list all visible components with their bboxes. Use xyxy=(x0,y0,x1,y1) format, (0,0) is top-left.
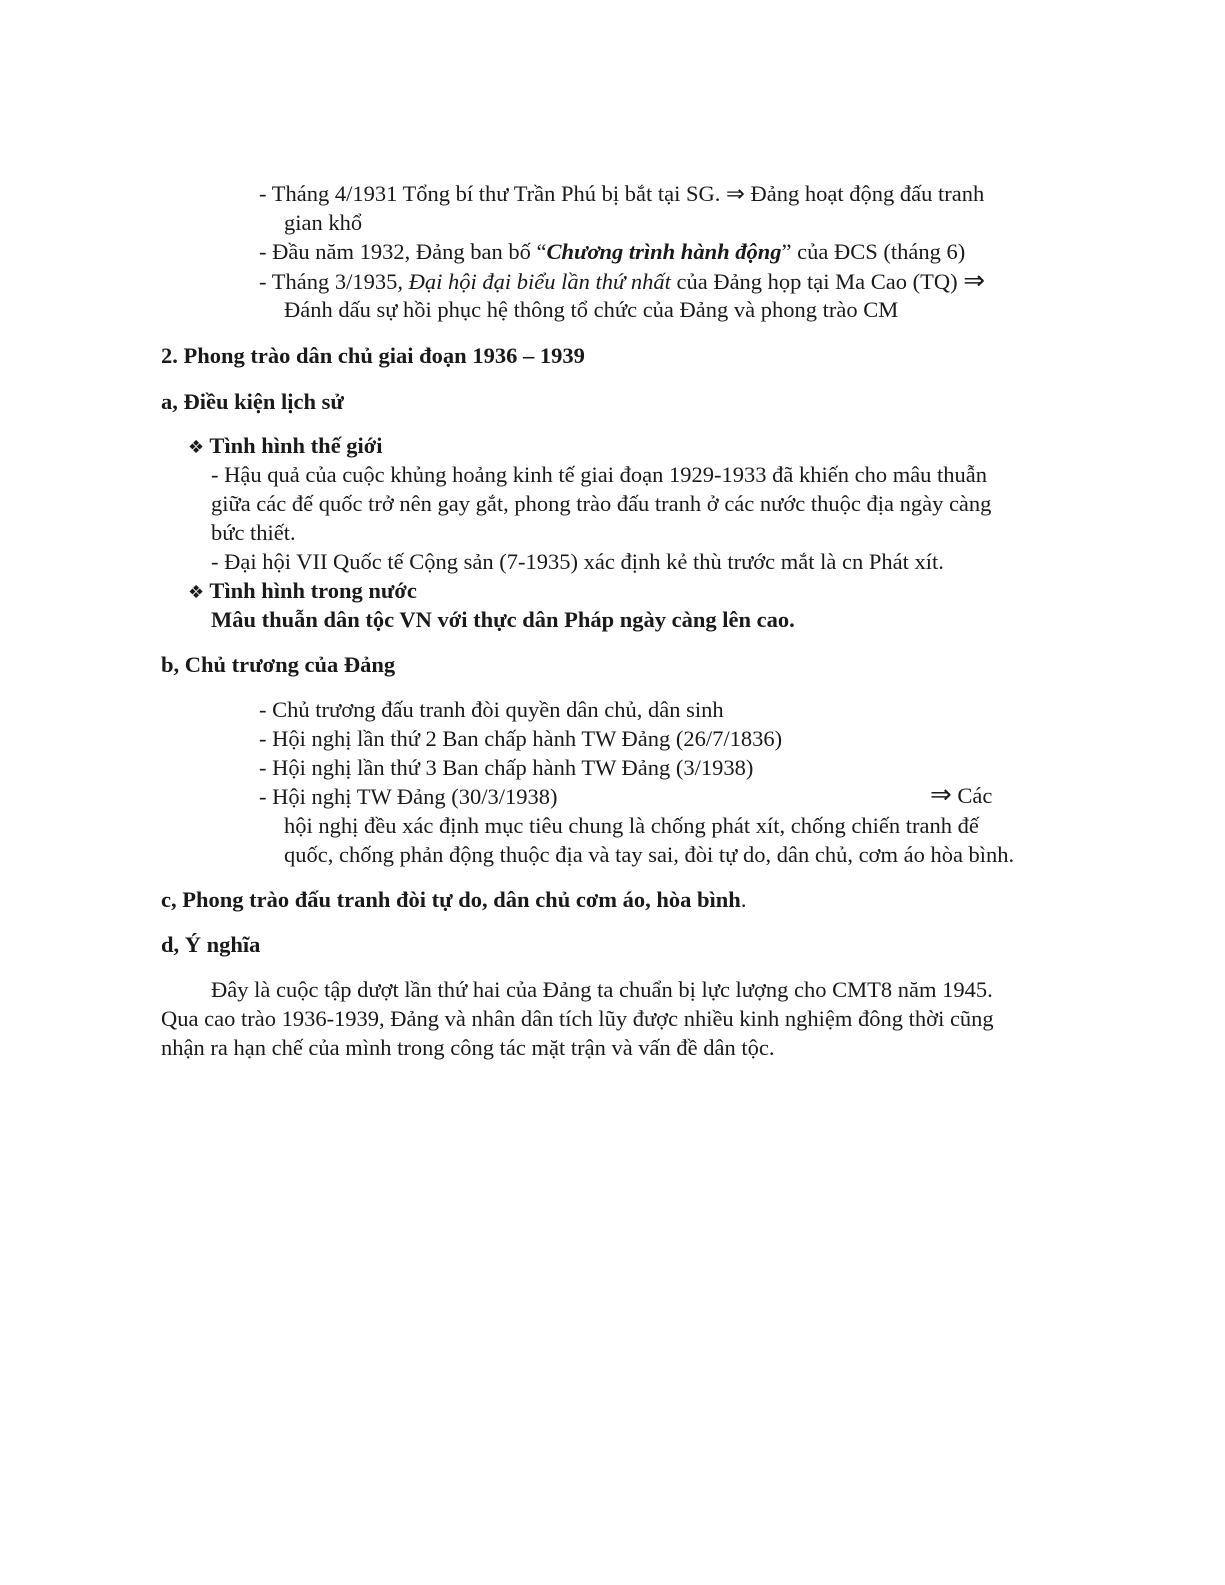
diamond-bullet-icon: ❖ xyxy=(188,582,205,603)
list-item-1935: - Tháng 3/1935, Đại hội đại biểu lần thứ nhất của Đảng họp tại Ma Cao (TQ) ⇒ xyxy=(259,266,986,296)
implies-arrow-icon: ⇒ xyxy=(930,780,952,810)
subsection-c-heading: c, Phong trào đấu tranh đòi tự do, dân chủ cơm áo, hòa bình. xyxy=(161,887,747,912)
subsection-a-heading: a, Điều kiện lịch sử xyxy=(161,389,344,414)
policy-item-2: - Hội nghị lần thứ 2 Ban chấp hành TW Đảng (26/7/1836) xyxy=(259,726,783,751)
subsection-b-heading: b, Chủ trương của Đảng xyxy=(161,652,396,677)
section-2-heading: 2. Phong trào dân chủ giai đoạn 1936 – 1939 xyxy=(161,343,585,368)
list-item-1931: - Tháng 4/1931 Tổng bí thư Trần Phú bị bắt tại SG. ⇒ Đảng hoạt động đấu tranh xyxy=(259,181,985,207)
bullet-domestic-situation: ❖ Tình hình trong nước xyxy=(188,578,417,603)
world-paragraph-line-4: - Đại hội VII Quốc tế Cộng sản (7-1935) xác định kẻ thù trước mắt là cn Phát xít. xyxy=(211,549,944,574)
world-paragraph-line-3: bức thiết. xyxy=(211,520,296,545)
bullet-world-situation: ❖ Tình hình thế giới xyxy=(188,433,383,458)
significance-line-1: Đây là cuộc tập dượt lần thứ hai của Đảng ta chuẩn bị lực lượng cho CMT8 năm 1945. xyxy=(211,977,993,1002)
diamond-bullet-icon: ❖ xyxy=(188,437,205,458)
list-item-1932: - Đầu năm 1932, Đảng ban bố “Chương trình hành động” của ĐCS (tháng 6) xyxy=(259,239,966,264)
policy-conclusion-line-1: hội nghị đều xác định mục tiêu chung là chống phát xít, chống chiến tranh đế xyxy=(284,813,979,838)
implies-arrow-icon: ⇒ xyxy=(963,266,986,296)
world-paragraph-line-1: - Hậu quả của cuộc khủng hoảng kinh tế giai đoạn 1929-1933 đã khiến cho mâu thuẫn xyxy=(211,462,988,487)
list-item-1931-continuation: gian khổ xyxy=(284,210,363,235)
list-item-1935-continuation: Đánh dấu sự hồi phục hệ thông tổ chức của Đảng và phong trào CM xyxy=(284,297,899,322)
world-paragraph-line-2: giữa các đế quốc trở nên gay gắt, phong trào đấu tranh ở các nước thuộc địa ngày càng xyxy=(211,491,992,516)
subsection-d-heading: d, Ý nghĩa xyxy=(161,932,261,957)
policy-item-3: - Hội nghị lần thứ 3 Ban chấp hành TW Đảng (3/1938) xyxy=(259,755,754,780)
congress-title-emphasis: , Đại hội đại biểu lần thứ nhất xyxy=(397,269,671,294)
policy-conclusion-line-2: quốc, chống phản động thuộc địa và tay sai, đòi tự do, dân chủ, cơm áo hòa bình. xyxy=(284,842,1015,867)
program-title-emphasis: Chương trình hành động xyxy=(546,239,782,264)
significance-line-3: nhận ra hạn chế của mình trong công tác mặt trận và vấn đề dân tộc. xyxy=(161,1035,775,1060)
domestic-statement: Mâu thuẫn dân tộc VN với thực dân Pháp ngày càng lên cao. xyxy=(211,607,795,632)
implies-arrow-icon: ⇒ xyxy=(726,181,745,207)
policy-item-1: - Chủ trương đấu tranh đòi quyền dân chủ, dân sinh xyxy=(259,697,724,722)
significance-line-2: Qua cao trào 1936-1939, Đảng và nhân dân tích lũy được nhiều kinh nghiệm đông thời cũng xyxy=(161,1006,994,1031)
policy-item-4: - Hội nghị TW Đảng (30/3/1938) xyxy=(259,784,558,809)
policy-item-4-tail: ⇒ Các xyxy=(930,780,993,810)
